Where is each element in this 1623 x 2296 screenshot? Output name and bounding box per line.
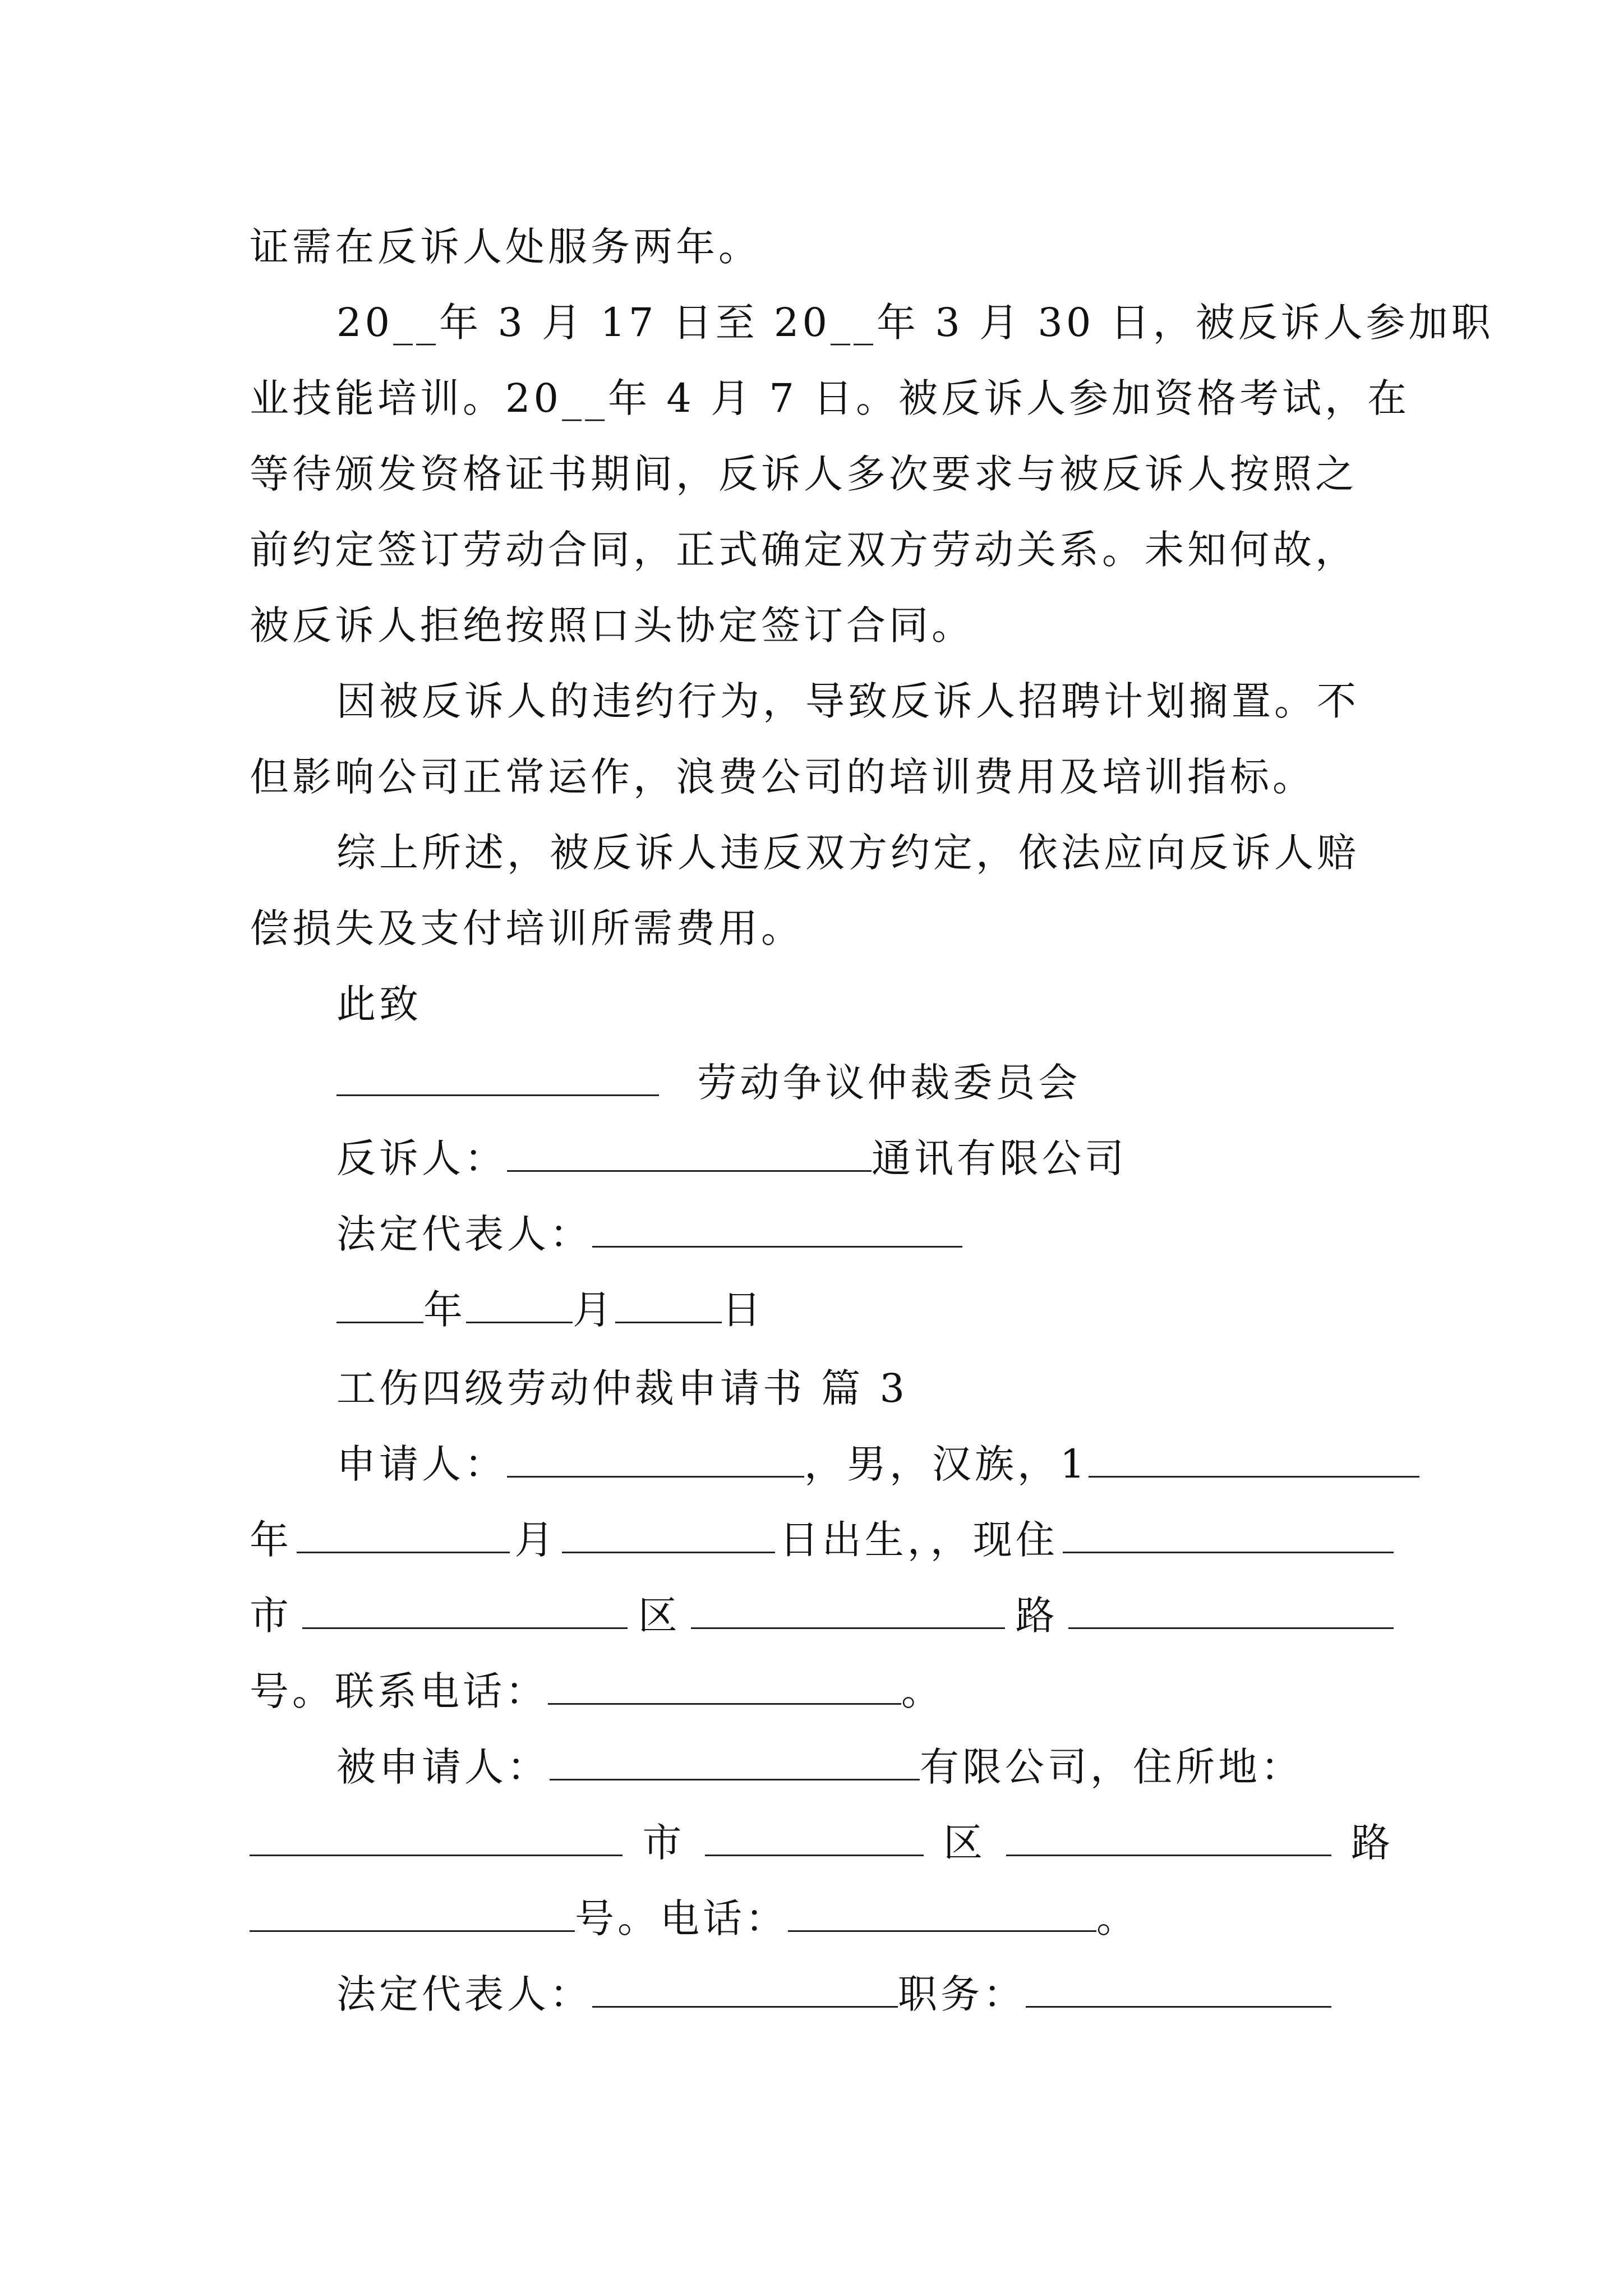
birth-line [250,1512,1394,1568]
blank-field [548,1668,901,1705]
date-line [336,1282,1481,1338]
blank-field [250,1895,575,1932]
phone-label: 号。电话： [575,1895,788,1941]
applicant-label: 申请人： [336,1441,507,1487]
respondent-representative-line [336,1966,1481,2022]
paragraph-line: 被反诉人拒绝按照口头协定签订合同。 [250,602,974,648]
blank-field [1068,1595,1394,1629]
section-title: 工伤四级劳动仲裁申请书 篇 3 [336,1365,909,1411]
blank-field [788,1895,1096,1932]
legal-representative-label: 法定代表人： [336,1211,592,1257]
road-label: 路 [1015,1593,1058,1639]
blank-field [615,1289,722,1323]
blank-field [705,1822,924,1856]
position-label: 职务： [898,1971,1026,2017]
address-line [250,1588,1394,1644]
blank-field [302,1595,628,1629]
blank-field [466,1289,573,1323]
company-suffix: 通讯有限公司 [872,1135,1127,1181]
blank-field [562,1519,775,1553]
blank-field [336,1060,659,1096]
blank-field [507,1441,804,1478]
blank-field [1063,1519,1394,1553]
district-label: 区 [638,1593,681,1639]
city-label: 市 [250,1593,292,1639]
paragraph-line: 因被反诉人的违约行为，导致反诉人招聘计划搁置。不 [336,678,1359,724]
birth-residence-label: 日出生，，现住 [779,1517,1058,1563]
blank-field [592,1211,962,1248]
respondent-line [336,1739,1394,1795]
blank-field [592,1971,898,2008]
salutation: 此致 [336,981,422,1027]
blank-field [1006,1822,1331,1856]
month-label: 月 [573,1287,615,1333]
year-label: 年 [250,1517,292,1563]
blank-field [336,1289,423,1323]
paragraph-line: 但影响公司正常运作，浪费公司的培训费用及培训指标。 [250,754,1315,800]
paragraph-line: 等待颁发资格证书期间，反诉人多次要求与被反诉人按照之 [250,451,1358,497]
applicant-line [336,1436,1394,1492]
city-label: 市 [642,1820,685,1866]
district-label: 区 [943,1820,986,1866]
period: 。 [901,1668,944,1714]
period: 。 [1096,1895,1139,1941]
year-label: 年 [423,1287,466,1333]
blank-field [1089,1441,1419,1478]
recipient-line [336,1055,1481,1111]
recipient-label: 劳动争议仲裁委员会 [697,1060,1081,1106]
respondent-label: 被申请人： [336,1744,550,1790]
counterclaimant-line [336,1130,1481,1186]
month-label: 月 [514,1517,557,1563]
paragraph-line: 综上所述，被反诉人违反双方约定，依法应向反诉人赔 [336,830,1359,876]
phone-label: 号。联系电话： [250,1668,548,1714]
paragraph-line: 业技能培训。20__年 4 月 7 日。被反诉人参加资格考试，在 [250,375,1410,421]
blank-field [507,1135,872,1172]
blank-field [691,1595,1005,1629]
phone-line [250,1663,1394,1719]
legal-representative-line [336,1206,1481,1262]
paragraph-line: 证需在反诉人处服务两年。 [250,224,761,270]
legal-representative-label: 法定代表人： [336,1971,592,2017]
respondent-address-line [250,1815,1394,1871]
applicant-info: ，男，汉族，1 [804,1441,1089,1487]
blank-field [297,1519,510,1553]
paragraph-line: 20__年 3 月 17 日至 20__年 3 月 30 日，被反诉人参加职 [336,300,1494,346]
paragraph-line: 前约定签订劳动合同，正式确定双方劳动关系。未知何故， [250,527,1358,573]
respondent-phone-line [250,1890,1394,1947]
paragraph-line: 偿损失及支付培训所需费用。 [250,905,804,951]
respondent-info: 有限公司，住所地： [920,1744,1303,1790]
blank-field [250,1822,623,1856]
road-label: 路 [1350,1820,1394,1866]
counterclaimant-label: 反诉人： [336,1135,507,1181]
blank-field [550,1744,920,1780]
day-label: 日 [722,1287,764,1333]
blank-field [1026,1971,1331,2008]
